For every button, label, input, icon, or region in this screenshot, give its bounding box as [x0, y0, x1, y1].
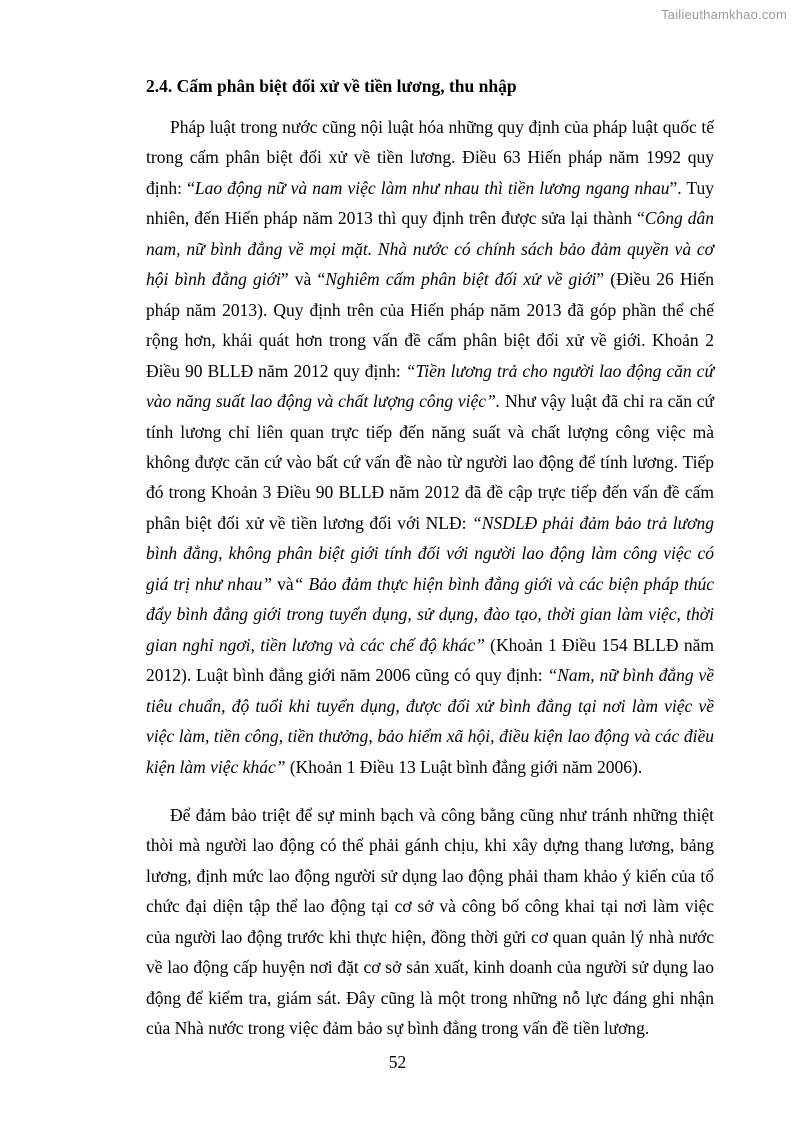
page-number: 52 [388, 1052, 407, 1072]
section-heading: 2.4. Cấm phân biệt đối xử về tiền lương, thu nhập [146, 76, 517, 96]
italic-quote: Công dân nam, nữ bình đẳng về mọi mặt. Nhà nước có chính sách bảo đảm quyền và cơ hội bình đẳng giới [146, 208, 714, 290]
text-run: ” (Điều 26 Hiến pháp năm 2013). Quy định trên của Hiến pháp năm 2013 đã góp phần thể chế rộng hơn, khái quát hơn trong vấn đề cấm phân biệt đối xử về giới. Khoản 2 Điều 90 BLLĐ năm 2012 quy định: [146, 269, 714, 381]
italic-quote: “Nam, nữ bình đẳng về tiêu chuẩn, độ tuổi khi tuyển dụng, được đối xử bình đẳng tại nơi làm việc về việc làm, tiền công, tiền thưởng, bảo hiểm xã hội, điều kiện lao động và các điều kiện làm việc khác” [146, 665, 714, 777]
text-run: (Khoản 1 Điều 154 BLLĐ năm 2012). Luật bình đẳng giới năm 2006 cũng có quy định: [146, 634, 714, 686]
text-run: ”. Tuy nhiên, đến Hiến pháp năm 2013 thì quy định trên được sửa lại thành “ [146, 177, 714, 229]
text-run: (Khoản 1 Điều 13 Luật bình đẳng giới năm 2006). [285, 756, 643, 777]
text-run: Như vậy luật đã chỉ ra căn cứ tính lương chỉ liên quan trực tiếp đến năng suất và chất lượng công việc mà không được căn cứ vào bất cứ vấn đề nào từ người lao động để tính lương. Tiếp đó trong Khoản 3 Điều 90 BLLĐ năm 2012 đã đề cập trực tiếp đến vấn đề cấm phân biệt đối xử về tiền lương đối với NLĐ: [146, 391, 714, 533]
text-run: Pháp luật trong nước cũng nội luật hóa những quy định của pháp luật quốc tế trong cấm phân biệt đối xử về tiền lương. Điều 63 Hiến pháp năm 1992 quy định: “ [146, 117, 714, 198]
italic-quote: “Tiền lương trả cho người lao động căn cứ vào năng suất lao động và chất lượng công việc”. [146, 360, 714, 412]
italic-quote: “NSDLĐ phải đảm bảo trả lương bình đẳng, không phân biệt giới tính đối với người lao động làm công việc có giá trị như nhau” [146, 512, 714, 594]
italic-quote: Nghiêm cấm phân biệt đối xử về giới [325, 269, 597, 290]
body-paragraph-1 [146, 112, 714, 782]
watermark: Tailieuthamkhao.com [661, 7, 787, 22]
italic-quote: “ Bảo đảm thực hiện bình đẳng giới và các biện pháp thúc đẩy bình đẳng giới trong tuyển dụng, sử dụng, đào tạo, thời gian làm việc, thời gian nghỉ ngơi, tiền lương và các chế độ khác” [146, 573, 714, 655]
text-run: và [272, 573, 294, 594]
text-run: ” và “ [280, 269, 326, 290]
italic-quote: Lao động nữ và nam việc làm như nhau thì tiền lương ngang nhau [194, 177, 670, 198]
body-paragraph-2: Để đảm bảo triệt để sự minh bạch và công bằng cũng như tránh những thiệt thòi mà người lao động có thể phải gánh chịu, khi xây dựng thang lương, bảng lương, định mức lao động người sử dụng lao động phải tham khảo ý kiến của tổ chức đại diện tập thể lao động tại cơ sở và công bố công khai tại nơi làm việc của người lao động trước khi thực hiện, đồng thời gửi cơ quan quản lý nhà nước về lao động cấp huyện nơi đặt cơ sở sản xuất, kinh doanh của người sử dụng lao động để kiểm tra, giám sát. Đây cũng là một trong những nỗ lực đáng ghi nhận của Nhà nước trong việc đảm bảo sự bình đẳng trong vấn đề tiền lương. [146, 805, 714, 1039]
